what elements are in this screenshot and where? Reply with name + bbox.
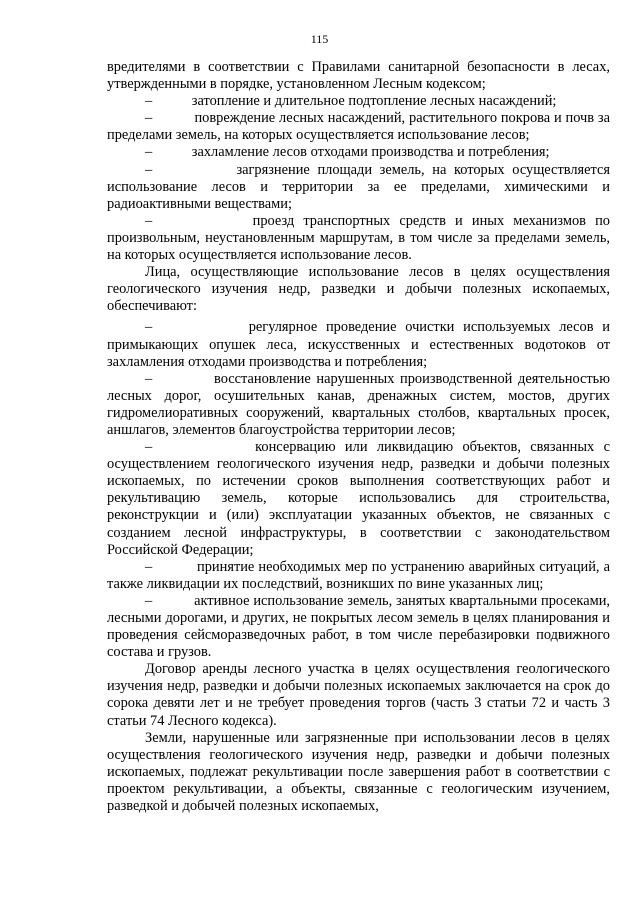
list-item-littering: – захламление лесов отходами производства и потребления; — [145, 144, 550, 161]
list-item-restoration: – восстановление нарушенных производственной деятельностью лесных дорог, осушительных канав, дренажных систем, мостов, других гидромелиоративных сооружений, квартальных столбов, квартальных просек, аншлагов, элементов благоустройства территории лесов; — [107, 370, 610, 438]
list-item-damage: – повреждение лесных насаждений, растительного покрова и почв за пределами земель, на которых осуществляется использование лесов; — [107, 110, 610, 144]
list-item-cleaning: – регулярное проведение очистки используемых лесов и примыкающих опушек леса, искусственных и естественных водотоков от захламления отходами производства и потребления; — [107, 319, 610, 370]
paragraph-obligations-intro: Лица, осуществляющие использование лесов в целях осуществления геологического изучения недр, разведки и добычи полезных ископаемых, обеспечивают: — [107, 264, 610, 315]
list-item-active-land-use: – активное использование земель, занятых квартальными просеками, лесными дорогами, и других, не покрытых лесом земель в целях планирования и проведения сейсморазведочных работ, в том числе перебазировки подвижного состава и грузов. — [107, 592, 610, 661]
paragraph-lease-agreement: Договор аренды лесного участка в целях осуществления геологического изучения недр, разведки и добычи полезных ископаемых заключается на срок до сорока девяти лет и не требует проведения торгов (часть 3 статьи 72 и часть 3 статьи 74 Лесного кодекса). — [107, 661, 610, 729]
list-item-conservation: – консервацию или ликвидацию объектов, связанных с осуществлением геологического изучения недр, разведки и добычи полезных ископаемых, по истечении сроков выполнения соответствующих работ и рекультивацию земель, которые использовались для строительства, реконструкции и (или) эксплуатации указанных объектов, не связанных с созданием лесной инфраструктуры, в соответствии с законодательством Российской Федерации; — [107, 439, 610, 558]
paragraph-land-reclamation: Земли, нарушенные или загрязненные при использовании лесов в целях осуществления геологического изучения недр, разведки и добычи полезных ископаемых, подлежат рекультивации после завершения работ в соответствии с проектом рекультивации, а объекты, связанные с геологическим изучением, разведкой и добычей полезных ископаемых, — [107, 729, 610, 815]
list-item-pollution: – загрязнение площади земель, на которых осуществляется использование лесов и территории за ее пределами, химическими и радиоактивными веществами; — [107, 161, 610, 212]
list-item-emergency-measures: – принятие необходимых мер по устранению аварийных ситуаций, а также ликвидации их последствий, возникших по вине указанных лиц; — [107, 558, 610, 592]
document-body — [107, 59, 610, 815]
list-item-flooding: – затопление и длительное подтопление лесных насаждений; — [145, 93, 557, 110]
paragraph-continuation: вредителями в соответствии с Правилами санитарной безопасности в лесах, утвержденными в порядке, установленном Лесным кодексом; — [107, 59, 610, 93]
list-item-vehicle-passage: – проезд транспортных средств и иных механизмов по произвольным, неустановленным маршрутам, в том числе за пределами земель, на которых осуществляется использование лесов. — [107, 212, 610, 264]
page-number: 115 — [310, 32, 329, 46]
